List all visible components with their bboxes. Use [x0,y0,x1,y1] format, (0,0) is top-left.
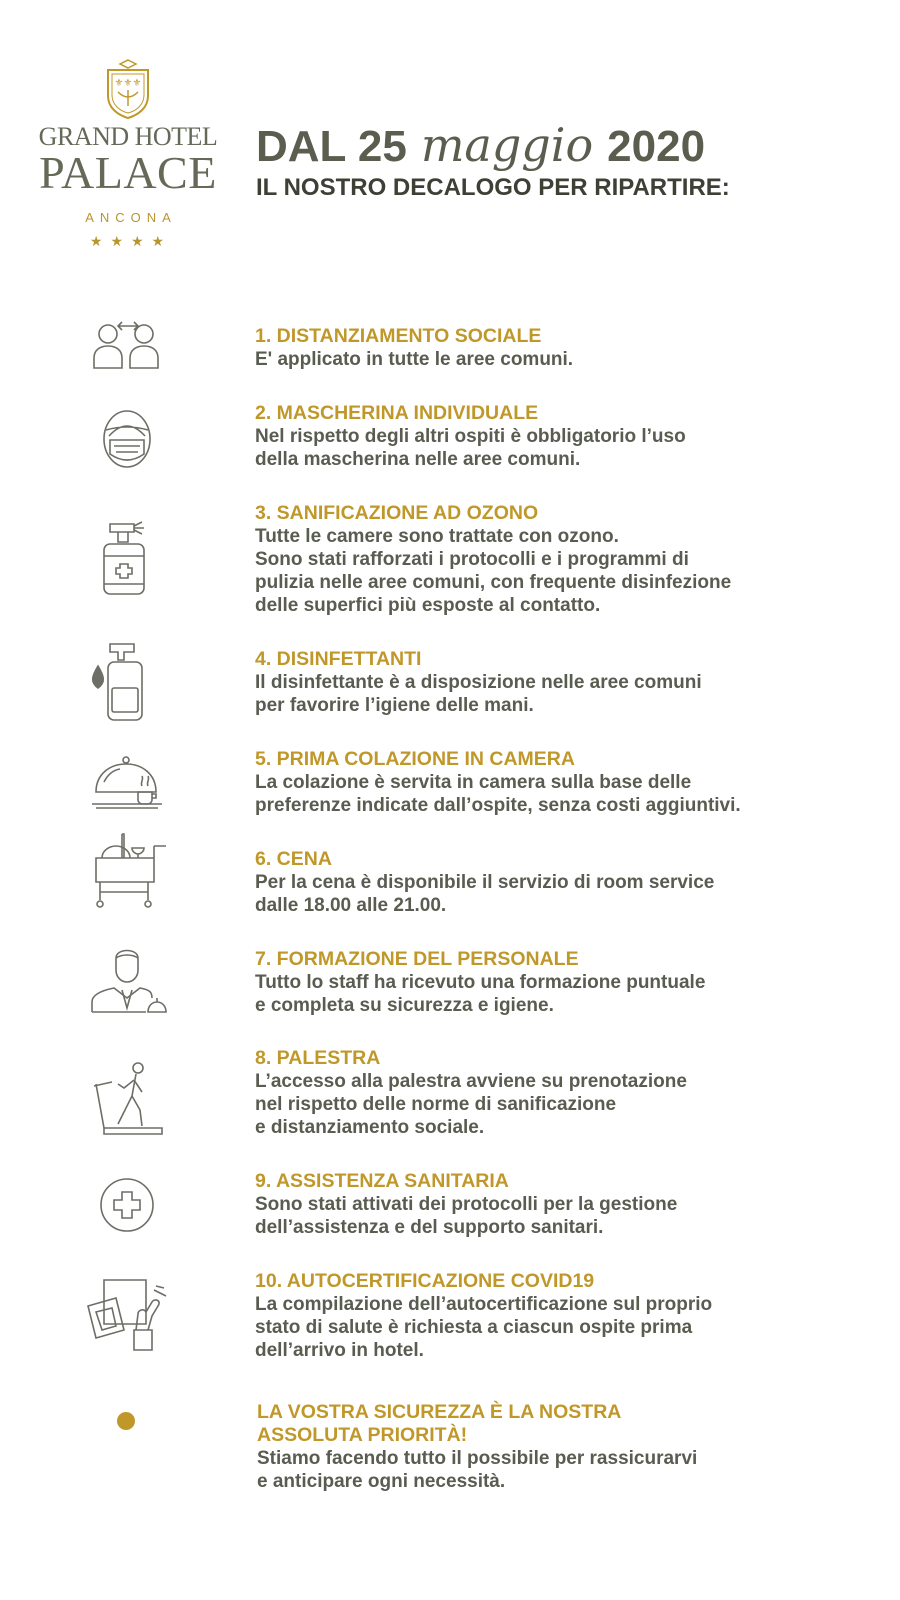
item-text: Sono stati attivati dei protocolli per la gestione dell’assistenza e del supporto sanitari. [255,1194,678,1238]
item-title: 5. PRIMA COLAZIONE IN CAMERA [255,748,575,770]
item-text: La colazione è servita in camera sulla base delle preferenze indicate dall’ospite, senza costi aggiuntivi. [255,772,741,816]
item-text: Per la cena è disponibile il servizio di room service dalle 18.00 alle 21.00. [255,872,715,916]
closing-message [257,1401,877,1493]
item-title: 7. FORMAZIONE DEL PERSONALE [255,948,579,970]
item-title: 10. AUTOCERTIFICAZIONE COVID19 [255,1270,595,1292]
face-mask-icon [82,394,172,484]
list-item [255,402,875,471]
list-item [255,848,875,917]
logo-stars: ★★★★ [89,233,173,249]
item-title: 8. PALESTRA [255,1047,381,1069]
item-title: 1. DISTANZIAMENTO SOCIALE [255,325,542,347]
svg-text:⚜⚜⚜: ⚜⚜⚜ [114,78,142,89]
spray-bottle-icon [82,512,172,602]
closing-title-line2: ASSOLUTA PRIORITÀ! [257,1424,468,1446]
item-title: 6. CENA [255,848,332,870]
closing-title-line1: LA VOSTRA SICUREZZA È LA NOSTRA [257,1401,622,1423]
crest-icon [103,58,153,120]
date-year: 2020 [607,122,706,171]
item-text: Il disinfettante è a disposizione nelle aree comuni per favorire l’igiene delle mani. [255,672,702,716]
closing-text: Stiamo facendo tutto il possibile per rassicurarvi e anticipare ogni necessità. [257,1448,698,1492]
room-service-cart-icon [82,826,172,916]
medical-cross-icon [82,1160,172,1250]
item-text: Nel rispetto degli altri ospiti è obbligatorio l’uso della mascherina nelle aree comuni. [255,426,686,470]
item-title: 3. SANIFICAZIONE AD OZONO [255,502,539,524]
date-month: maggio [420,118,594,172]
item-title: 4. DISINFETTANTI [255,648,422,670]
list-item [255,1170,875,1239]
list-item [255,1047,875,1139]
list-item [255,1270,875,1362]
item-text: L’accesso alla palestra avviene su prenotazione nel rispetto delle norme di sanificazione e distanziamento sociale. [255,1071,687,1138]
item-text: Tutte le camere sono trattate con ozono. Sono stati rafforzati i protocolli e i programmi di pulizia nelle aree comuni, con frequente disinfezione delle superfici più esposte al contatto. [255,526,732,616]
item-text: La compilazione dell’autocertificazione sul proprio stato di salute è richiesta a ciascun ospite prima dell’arrivo in hotel. [255,1294,713,1361]
treadmill-icon [82,1054,172,1144]
list-item [255,502,875,617]
sanitizer-icon [82,636,172,726]
closing-bullet-icon [117,1412,135,1430]
page-title [256,118,705,172]
page-subtitle: IL NOSTRO DECALOGO PER RIPARTIRE: [256,174,730,201]
list-item [255,948,875,1017]
item-title: 9. ASSISTENZA SANITARIA [255,1170,509,1192]
logo-city: ANCONA [85,210,177,225]
date-prefix: DAL 25 [256,122,407,171]
logo-line1: GRAND HOTEL [38,122,218,151]
list-item [255,748,875,817]
item-text: Tutto lo staff ha ricevuto una formazione puntuale e completa su sicurezza e igiene. [255,972,706,1016]
breakfast-cloche-icon [82,742,172,832]
list-item [255,648,875,717]
staff-bell-icon [82,936,172,1026]
item-text: E' applicato in tutte le aree comuni. [255,349,574,370]
hotel-logo [38,58,218,250]
item-title: 2. MASCHERINA INDIVIDUALE [255,402,539,424]
list-item [255,325,875,371]
logo-line2: PALACE [39,147,217,198]
social-distancing-icon [82,300,172,390]
signing-document-icon [82,1268,172,1358]
